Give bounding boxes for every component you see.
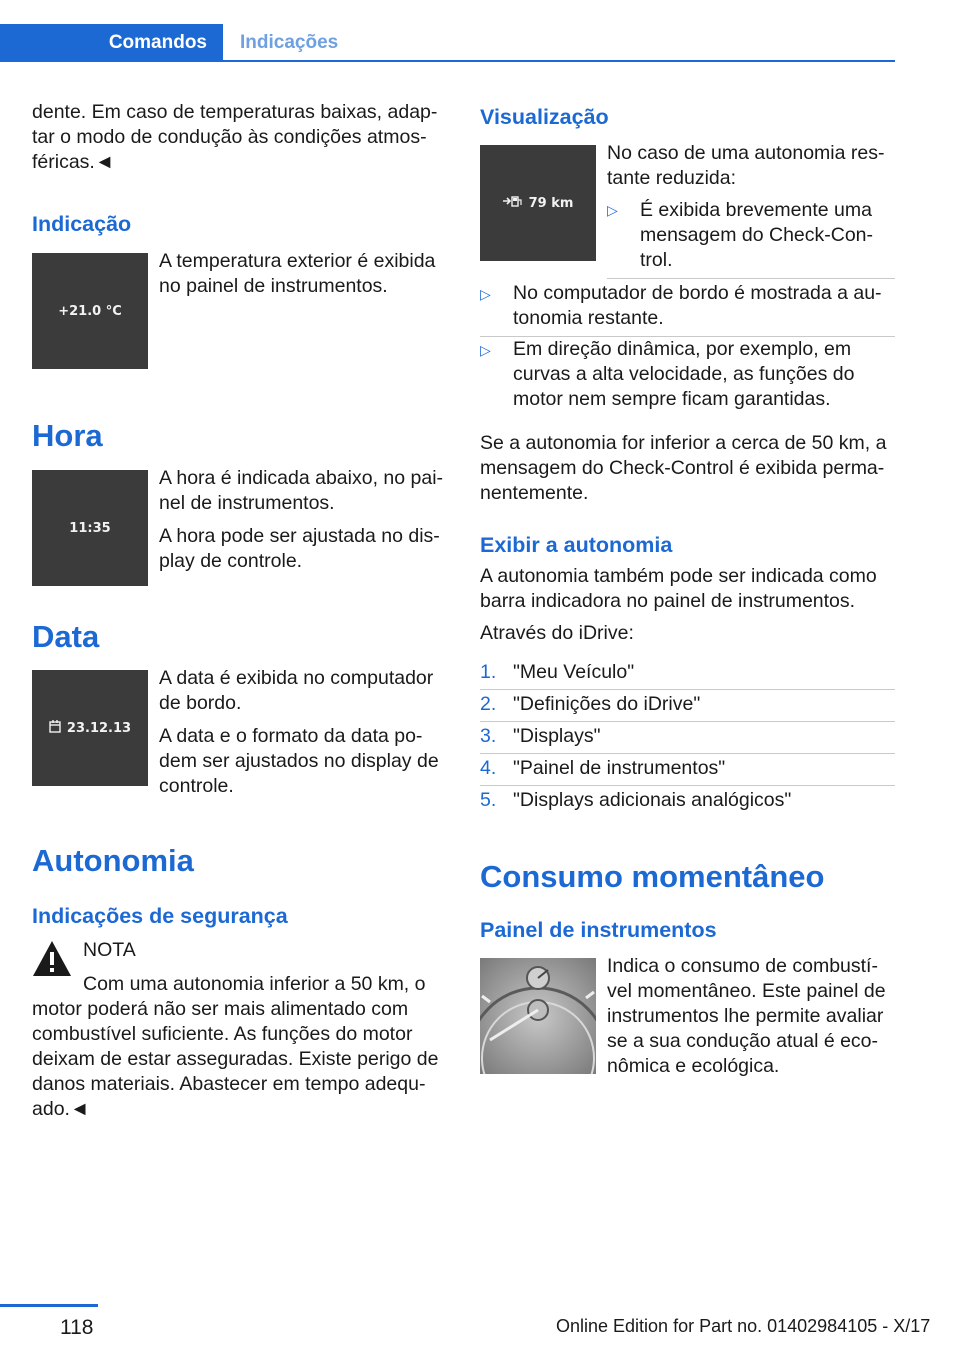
gauge-icon bbox=[480, 958, 596, 1074]
text-line: A hora pode ser ajustada no dis- bbox=[159, 525, 440, 547]
step-number: 5. bbox=[480, 789, 497, 811]
step-divider bbox=[480, 753, 895, 754]
text-line: nentemente. bbox=[480, 482, 589, 504]
clock-display-image bbox=[32, 470, 148, 586]
text-line: tonomia restante. bbox=[513, 307, 664, 329]
text-line: danos materiais. Abastecer em tempo adequ- bbox=[32, 1073, 426, 1095]
text-line: instrumentos lhe permite avaliar bbox=[607, 1005, 884, 1027]
heading-indicacao: Indicação bbox=[32, 212, 132, 236]
page-number: 118 bbox=[60, 1316, 94, 1339]
text-line: combustível suficiente. As funções do motor bbox=[32, 1023, 413, 1045]
step-label: "Displays adicionais analógicos" bbox=[513, 789, 792, 811]
step-number: 1. bbox=[480, 661, 497, 683]
footer-accent-line bbox=[0, 1304, 98, 1307]
text-line: de bordo. bbox=[159, 692, 242, 714]
fuel-range-icon bbox=[503, 195, 523, 211]
text-line: motor nem sempre ficam garantidas. bbox=[513, 388, 831, 410]
heading-indicacoes-seguranca: Indicações de segurança bbox=[32, 904, 288, 928]
text-line: No computador de bordo é mostrada a au- bbox=[513, 282, 882, 304]
text-line: mensagem do Check-Con- bbox=[640, 224, 874, 246]
heading-autonomia: Autonomia bbox=[32, 843, 194, 878]
text-line: se a sua condução atual é eco- bbox=[607, 1030, 879, 1052]
text-line: nel de instrumentos. bbox=[159, 492, 335, 514]
range-display-image bbox=[480, 145, 596, 261]
text-line: play de controle. bbox=[159, 550, 303, 572]
edition-text: Online Edition for Part no. 01402984105 - X/17 bbox=[556, 1316, 931, 1336]
temperature-value: +21.0 °C bbox=[58, 303, 122, 319]
heading-painel-instrumentos: Painel de instrumentos bbox=[480, 918, 717, 942]
text-line: féricas.◄ bbox=[32, 151, 115, 173]
bullet-divider bbox=[607, 278, 895, 279]
header-tabbar bbox=[0, 24, 895, 62]
text-line: tar o modo de condução às condições atmos- bbox=[32, 126, 427, 148]
data-text bbox=[159, 666, 449, 799]
step-label: "Meu Veículo" bbox=[513, 661, 635, 683]
text-line: curvas a alta velocidade, as funções do bbox=[513, 363, 855, 385]
bullet-item bbox=[513, 337, 895, 412]
calendar-icon bbox=[49, 720, 61, 737]
bullet-item bbox=[513, 281, 895, 331]
tab-comandos[interactable]: Comandos bbox=[0, 24, 223, 62]
bullet-item bbox=[640, 198, 895, 273]
date-display-image bbox=[32, 670, 148, 786]
heading-exibir-autonomia: Exibir a autonomia bbox=[480, 533, 673, 557]
step-label: "Painel de instrumentos" bbox=[513, 757, 726, 779]
bullet-icon: ▷ bbox=[480, 286, 491, 302]
text-line: A temperatura exterior é exibida bbox=[159, 250, 436, 272]
text-line: motor poderá não ser mais alimentado com bbox=[32, 998, 409, 1020]
clock-value: 11:35 bbox=[69, 520, 111, 536]
text-line: trol. bbox=[640, 249, 673, 271]
text-line: Em direção dinâmica, por exemplo, em bbox=[513, 338, 852, 360]
text-line: barra indicadora no painel de instrumentos. bbox=[480, 590, 856, 612]
step-number: 4. bbox=[480, 757, 497, 779]
step-label: "Definições do iDrive" bbox=[513, 693, 701, 715]
text-line: A data é exibida no computador bbox=[159, 667, 434, 689]
step-number: 2. bbox=[480, 693, 497, 715]
consumo-text bbox=[607, 954, 897, 1079]
consumption-gauge-image bbox=[480, 958, 596, 1074]
text-line: dem ser ajustados no display de bbox=[159, 750, 439, 772]
temperature-display-image bbox=[32, 253, 148, 369]
intro-paragraph bbox=[32, 100, 437, 175]
heading-visualizacao: Visualização bbox=[480, 105, 609, 129]
note-first-line: Com uma autonomia inferior a 50 km, o bbox=[83, 973, 426, 995]
tab-indicacoes[interactable]: Indicações bbox=[240, 32, 339, 53]
heading-data: Data bbox=[32, 619, 100, 654]
text-line: ado.◄ bbox=[32, 1098, 90, 1120]
step-divider bbox=[480, 689, 895, 690]
step-divider bbox=[480, 785, 895, 786]
hora-text bbox=[159, 466, 449, 574]
tabbar-underline bbox=[0, 60, 895, 62]
step-label: "Displays" bbox=[513, 725, 601, 747]
text-line: dente. Em caso de temperaturas baixas, adap- bbox=[32, 101, 438, 123]
text-line: controle. bbox=[159, 775, 234, 797]
text-line: mensagem do Check-Control é exibida perma- bbox=[480, 457, 885, 479]
date-value: 23.12.13 bbox=[66, 720, 132, 736]
visualizacao-text bbox=[607, 141, 897, 191]
text-line: deixam de estar asseguradas. Existe perigo de bbox=[32, 1048, 439, 1070]
text-line: Indica o consumo de combustí- bbox=[607, 955, 878, 977]
autonomy-paragraph bbox=[480, 431, 900, 506]
text-line: tante reduzida: bbox=[607, 167, 737, 189]
heading-consumo-momentaneo: Consumo momentâneo bbox=[480, 859, 825, 894]
text-line: nômica e ecológica. bbox=[607, 1055, 780, 1077]
text-line: A autonomia também pode ser indicada como bbox=[480, 565, 877, 587]
text-line: vel momentâneo. Este painel de bbox=[607, 980, 886, 1002]
text-line: A data e o formato da data po- bbox=[159, 725, 423, 747]
range-value: 79 km bbox=[528, 195, 574, 211]
text-line: A hora é indicada abaixo, no pai- bbox=[159, 467, 444, 489]
step-divider bbox=[480, 721, 895, 722]
indicacao-text bbox=[159, 249, 449, 299]
bullet-icon: ▷ bbox=[607, 202, 618, 218]
text-line: Se a autonomia for inferior a cerca de 50 km, a bbox=[480, 432, 887, 454]
text-line: É exibida brevemente uma bbox=[640, 199, 872, 221]
step-number: 3. bbox=[480, 725, 497, 747]
text-line: No caso de uma autonomia res- bbox=[607, 142, 885, 164]
bullet-icon: ▷ bbox=[480, 342, 491, 358]
exibir-text bbox=[480, 564, 900, 614]
text-line: no painel de instrumentos. bbox=[159, 275, 388, 297]
note-label: NOTA bbox=[83, 939, 136, 961]
idrive-intro: Através do iDrive: bbox=[480, 622, 634, 644]
warning-icon bbox=[32, 940, 72, 982]
note-text bbox=[32, 997, 452, 1122]
heading-hora: Hora bbox=[32, 418, 103, 453]
